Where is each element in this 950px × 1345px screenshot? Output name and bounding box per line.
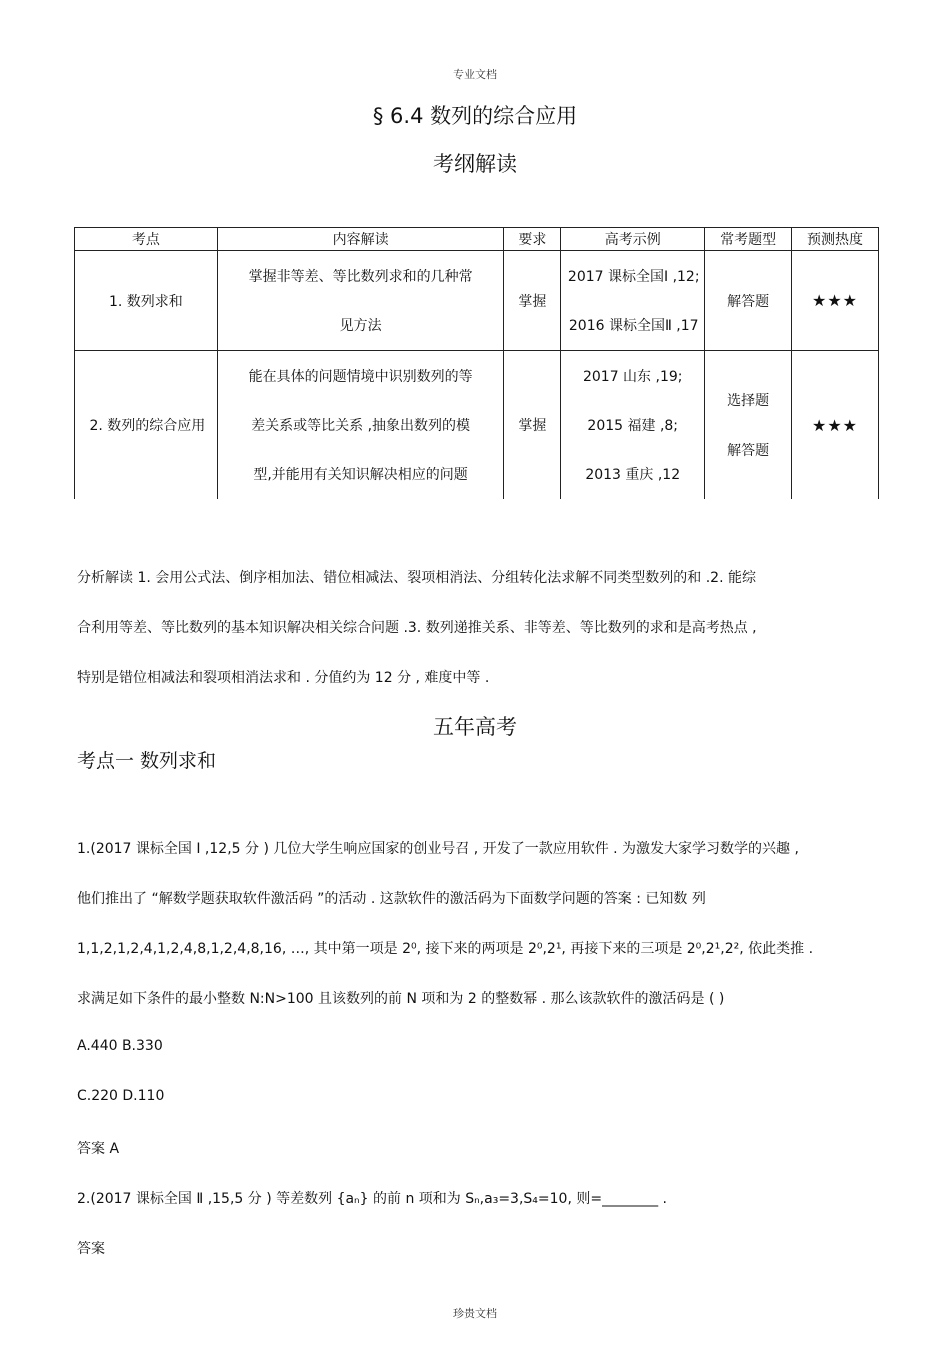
table-header-row [75, 228, 879, 251]
example-line: 2013 重庆 ,12 [585, 467, 681, 484]
question-1-line: 他们推出了 “解数学题获取软件激活码 ”的活动 . 这款软件的激活码为下面数学问题的答案 : 已知数 列 [77, 891, 706, 907]
content-cell [217, 251, 504, 351]
header-note: 专业文档 [453, 68, 497, 81]
table-row [75, 251, 879, 351]
question-1-options: C.220 D.110 [77, 1088, 165, 1104]
column-header: 要求 [504, 228, 561, 251]
content-line: 掌握非等差、等比数列求和的几种常 [248, 268, 473, 285]
question-1-answer: 答案 A [77, 1141, 120, 1157]
question-1-line: 1,1,2,1,2,4,1,2,4,8,1,2,4,8,16, …, 其中第一项是 2⁰, 接下来的两项是 2⁰,2¹, 再接下来的三项是 2⁰,2¹,2², 依此类推 . [77, 941, 814, 957]
types-cell [705, 351, 792, 500]
syllabus-table [74, 227, 879, 499]
subsection-heading: 考点一 数列求和 [77, 750, 217, 772]
question-1-options: A.440 B.330 [77, 1038, 163, 1054]
type-line: 解答题 [727, 443, 770, 459]
question-2-answer: 答案 [77, 1241, 105, 1257]
section-heading-five-years: 五年高考 [433, 715, 517, 739]
types-cell: 解答题 [705, 251, 792, 351]
topic-cell: 1. 数列求和 [75, 251, 218, 351]
requirement-cell: 掌握 [504, 351, 561, 500]
topic-cell: 2. 数列的综合应用 [75, 351, 218, 500]
content-line: 型,并能用有关知识解决相应的问题 [253, 467, 468, 484]
heat-rating: ★★★ [792, 351, 879, 500]
column-header: 高考示例 [561, 228, 705, 251]
section-heading-syllabus: 考纲解读 [433, 152, 517, 176]
content-cell [217, 351, 504, 500]
requirement-cell: 掌握 [504, 251, 561, 351]
example-line: 2017 课标全国Ⅰ ,12; [567, 268, 700, 285]
table-row [75, 351, 879, 500]
column-header: 内容解读 [217, 228, 504, 251]
analysis-line: 分析解读 1. 会用公式法、倒序相加法、错位相减法、裂项相消法、分组转化法求解不同类型数列的和 .2. 能综 [77, 570, 756, 586]
examples-cell [561, 251, 705, 351]
page-title: § 6.4 数列的综合应用 [372, 104, 578, 128]
heat-rating: ★★★ [792, 251, 879, 351]
question-1-line: 1.(2017 课标全国 Ⅰ ,12,5 分 ) 几位大学生响应国家的创业号召 , 开发了一款应用软件 . 为激发大家学习数学的兴趣 , [77, 841, 799, 857]
column-header: 考点 [75, 228, 218, 251]
content-line: 能在具体的问题情境中识别数列的等 [248, 368, 473, 385]
column-header: 常考题型 [705, 228, 792, 251]
question-1-line: 求满足如下条件的最小整数 N:N>100 且该数列的前 N 项和为 2 的整数幂 . 那么该款软件的激活码是 ( ) [77, 991, 725, 1007]
example-line: 2015 福建 ,8; [587, 417, 679, 434]
content-line: 差关系或等比关系 ,抽象出数列的模 [251, 417, 471, 434]
examples-cell [561, 351, 705, 500]
type-line: 选择题 [727, 393, 770, 409]
example-line: 2016 课标全国Ⅱ ,17 [568, 318, 699, 335]
question-2-stem: 2.(2017 课标全国 Ⅱ ,15,5 分 ) 等差数列 {aₙ} 的前 n 项和为 Sₙ,a₃=3,S₄=10, 则=________ . [77, 1191, 667, 1207]
content-line: 见方法 [339, 318, 382, 335]
footer-note: 珍贵文档 [453, 1307, 497, 1320]
analysis-line: 特别是错位相减法和裂项相消法求和 . 分值约为 12 分 , 难度中等 . [77, 670, 490, 686]
example-line: 2017 山东 ,19; [582, 368, 683, 385]
analysis-line: 合利用等差、等比数列的基本知识解决相关综合问题 .3. 数列递推关系、非等差、等比数列的求和是高考热点 , [77, 620, 757, 636]
column-header: 预测热度 [792, 228, 879, 251]
